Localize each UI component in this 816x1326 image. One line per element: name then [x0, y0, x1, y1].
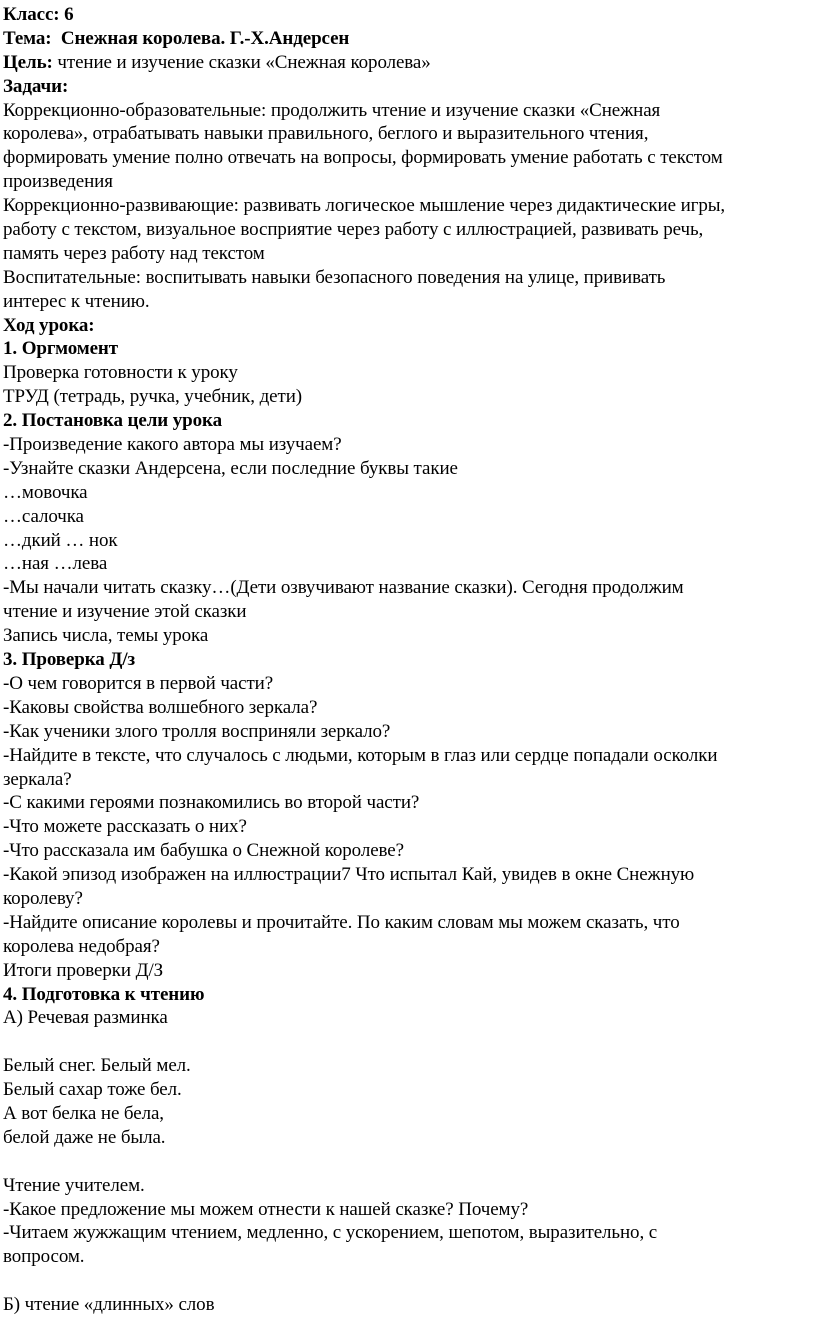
- task-line: интерес к чтению.: [3, 290, 150, 312]
- poem-line: А вот белка не бела,: [3, 1102, 164, 1124]
- section-4-sub-b: Б) чтение «длинных» слов: [3, 1294, 215, 1316]
- section-2-line: Запись числа, темы урока: [3, 625, 209, 647]
- section-2-line: -Узнайте сказки Андерсена, если последние буквы такие: [3, 457, 458, 479]
- section-2-line: …салочка: [3, 505, 84, 527]
- section-4-line: -Читаем жужжащим чтением, медленно, с ускорением, шепотом, выразительно, с: [3, 1222, 658, 1244]
- section-2-line: …дкий … нок: [3, 529, 118, 551]
- section-2-line: …ная …лева: [3, 553, 108, 575]
- goal-value: чтение и изучение сказки «Снежная королева»: [57, 51, 431, 73]
- section-3-line: зеркала?: [3, 768, 72, 790]
- blank-line: [3, 1269, 816, 1293]
- section-3-line: королеву?: [3, 887, 83, 909]
- poem-line: Белый снег. Белый мел.: [3, 1055, 191, 1077]
- task-line: королева», отрабатывать навыки правильного, беглого и выразительного чтения,: [3, 123, 649, 145]
- section-3-line: -О чем говорится в первой части?: [3, 672, 274, 694]
- task-line: Воспитательные: воспитывать навыки безопасного поведения на улице, прививать: [3, 266, 666, 288]
- section-3-line: -Что рассказала им бабушка о Снежной королеве?: [3, 840, 404, 862]
- section-3-line: -Какой эпизод изображен на иллюстрации7 Что испытал Кай, увидев в окне Снежную: [3, 864, 695, 886]
- poem-line: белой даже не была.: [3, 1126, 166, 1148]
- section-3-line: королева недобрая?: [3, 935, 160, 957]
- section-2-title: 2. Постановка цели урока: [3, 410, 222, 432]
- tasks-heading: Задачи:: [3, 75, 69, 97]
- section-3-line: -Найдите описание королевы и прочитайте. По каким словам мы можем сказать, что: [3, 911, 680, 933]
- poem-line: Белый сахар тоже бел.: [3, 1079, 182, 1101]
- section-4-sub-a: А) Речевая разминка: [3, 1007, 168, 1029]
- class-line: Класс: 6: [3, 4, 74, 25]
- section-3-line: -Как ученики злого тролля восприняли зеркало?: [3, 720, 391, 742]
- section-4-title: 4. Подготовка к чтению: [3, 983, 205, 1005]
- goal-label: Цель:: [3, 51, 53, 73]
- blank-line: [3, 1030, 816, 1054]
- task-line: произведения: [3, 171, 113, 193]
- topic-value: Снежная королева. Г.-Х.Андерсен: [60, 27, 350, 49]
- section-3-line: -С какими героями познакомились во второй части?: [3, 792, 420, 814]
- section-4-line: Чтение учителем.: [3, 1174, 145, 1196]
- task-line: Коррекционно-образовательные: продолжить чтение и изучение сказки «Снежная: [3, 99, 661, 121]
- section-3-line: -Каковы свойства волшебного зеркала?: [3, 696, 318, 718]
- task-line: работу с текстом, визуальное восприятие через работу с иллюстрацией, развивать речь,: [3, 219, 704, 241]
- section-2-line: чтение и изучение этой сказки: [3, 601, 247, 623]
- goal-line: [3, 51, 816, 75]
- section-2-line: -Произведение какого автора мы изучаем?: [3, 434, 342, 456]
- task-line: формировать умение полно отвечать на вопросы, формировать умение работать с текстом: [3, 147, 723, 169]
- topic-label: Тема:: [3, 27, 52, 49]
- task-line: память через работу над текстом: [3, 242, 265, 264]
- section-3-line: Итоги проверки Д/З: [3, 959, 164, 981]
- section-2-line: …мовочка: [3, 481, 88, 503]
- section-4-line: -Какое предложение мы можем отнести к нашей сказке? Почему?: [3, 1198, 529, 1220]
- section-3-line: -Найдите в тексте, что случалось с людьми, которым в глаз или сердце попадали осколки: [3, 744, 718, 766]
- section-1-line: Проверка готовности к уроку: [3, 362, 238, 384]
- lesson-heading: Ход урока:: [3, 314, 95, 336]
- topic-line: [3, 27, 816, 51]
- section-3-line: -Что можете рассказать о них?: [3, 816, 247, 838]
- blank-line: [3, 1150, 816, 1174]
- section-2-line: -Мы начали читать сказку…(Дети озвучивают название сказки). Сегодня продолжим: [3, 577, 684, 599]
- section-1-line: ТРУД (тетрадь, ручка, учебник, дети): [3, 386, 303, 408]
- section-4-line: вопросом.: [3, 1246, 85, 1268]
- section-3-title: 3. Проверка Д/з: [3, 649, 136, 671]
- task-line: Коррекционно-развивающие: развивать логическое мышление через дидактические игры,: [3, 195, 726, 217]
- section-1-title: 1. Оргмомент: [3, 338, 119, 360]
